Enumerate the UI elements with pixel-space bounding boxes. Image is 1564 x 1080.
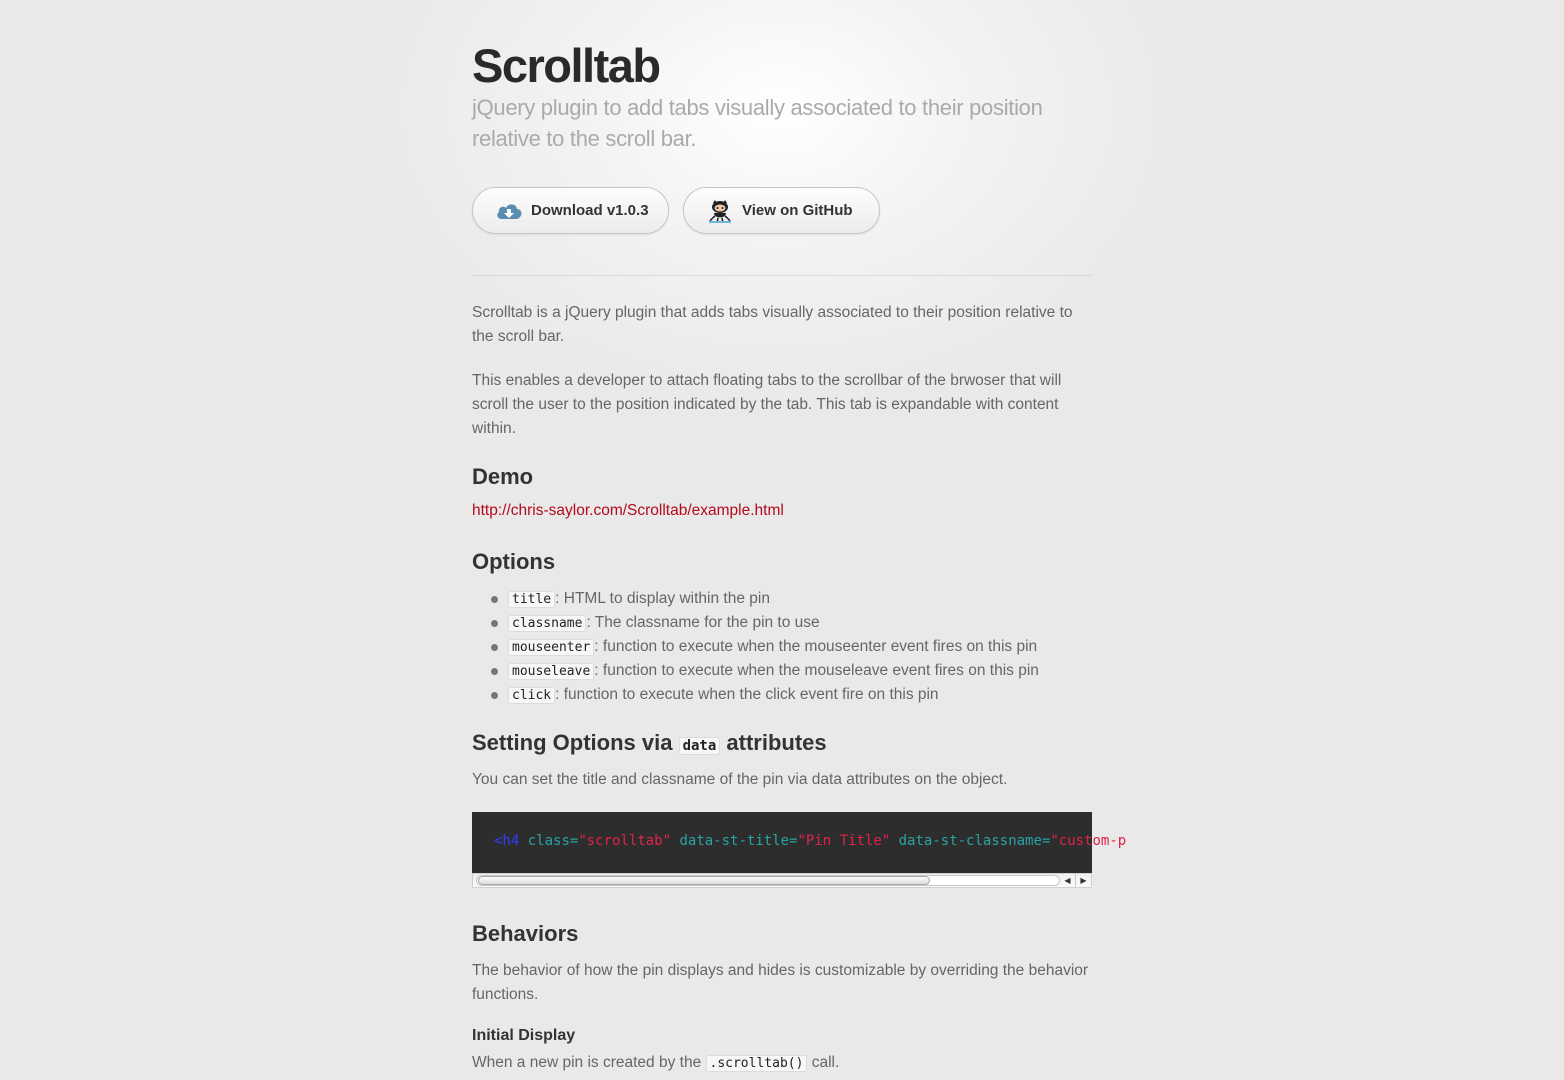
behaviors-description: The behavior of how the pin displays and hides is customizable by overriding the behavior functions.: [472, 962, 1089, 1003]
page-subtitle: jQuery plugin to add tabs visually associated to their position relative to the scroll bar.: [472, 95, 1043, 151]
code-attr: data-st-classname=: [890, 833, 1051, 849]
option-description: : HTML to display within the pin: [555, 590, 770, 607]
intro-paragraph-1: Scrolltab is a jQuery plugin that adds tabs visually associated to their position relative to the scroll bar.: [472, 304, 1073, 345]
code-string: "Pin Title": [797, 833, 891, 849]
option-code: click: [508, 687, 555, 704]
option-code: classname: [508, 615, 586, 632]
option-code: mouseleave: [508, 663, 594, 680]
scrollbar-thumb[interactable]: [478, 876, 930, 885]
download-label: Download v1.0.3: [531, 202, 649, 219]
cloud-download-icon: [495, 200, 523, 222]
list-item: [508, 659, 1108, 683]
options-heading: Options: [472, 549, 556, 574]
octocat-icon: [706, 197, 734, 225]
code-string: "custom-p: [1050, 833, 1127, 849]
initial-display-description: [472, 1051, 1092, 1076]
github-label: View on GitHub: [742, 202, 853, 219]
github-button[interactable]: [683, 187, 880, 234]
divider: [472, 275, 1092, 276]
text-post: call.: [807, 1054, 840, 1071]
option-description: : function to execute when the click event fire on this pin: [555, 686, 939, 703]
download-button[interactable]: [472, 187, 669, 234]
heading-code: data: [679, 737, 721, 755]
code-tag: <h4: [494, 833, 520, 849]
list-item: [508, 611, 1108, 635]
option-description: : function to execute when the mouseleave event fires on this pin: [594, 662, 1039, 679]
intro-paragraph-2: This enables a developer to attach floating tabs to the scrollbar of the brwoser that will scroll the user to the position indicated by the tab. This tab is expandable with content within.: [472, 372, 1062, 437]
list-item: [508, 587, 1108, 611]
options-list: [472, 587, 1108, 707]
code-attr: class=: [519, 833, 579, 849]
demo-heading: Demo: [472, 464, 534, 489]
code-horizontal-scrollbar[interactable]: [472, 873, 1092, 888]
heading-text-pre: Setting Options via: [472, 730, 679, 755]
scroll-right-arrow-icon[interactable]: ▶: [1075, 874, 1091, 887]
option-code: title: [508, 591, 555, 608]
text-pre: When a new pin is created by the: [472, 1054, 706, 1071]
heading-text-post: attributes: [720, 730, 827, 755]
option-code: mouseenter: [508, 639, 594, 656]
code-string: "scrolltab": [578, 833, 672, 849]
scroll-left-arrow-icon[interactable]: ◀: [1064, 876, 1071, 885]
behaviors-heading: Behaviors: [472, 921, 579, 946]
setting-options-heading: [472, 730, 827, 756]
setting-description: You can set the title and classname of the pin via data attributes on the object.: [472, 771, 1008, 788]
list-item: [508, 635, 1108, 659]
option-description: : The classname for the pin to use: [586, 614, 820, 631]
inline-code: .scrolltab(): [706, 1055, 808, 1072]
code-line: [494, 833, 1126, 849]
code-attr: data-st-title=: [671, 833, 798, 849]
option-description: : function to execute when the mouseenter event fires on this pin: [594, 638, 1038, 655]
list-item: [508, 683, 1108, 707]
page-title: Scrolltab: [472, 39, 660, 92]
code-block: [472, 812, 1127, 873]
demo-link[interactable]: http://chris-saylor.com/Scrolltab/example.html: [472, 502, 784, 519]
initial-display-heading: Initial Display: [472, 1027, 576, 1044]
